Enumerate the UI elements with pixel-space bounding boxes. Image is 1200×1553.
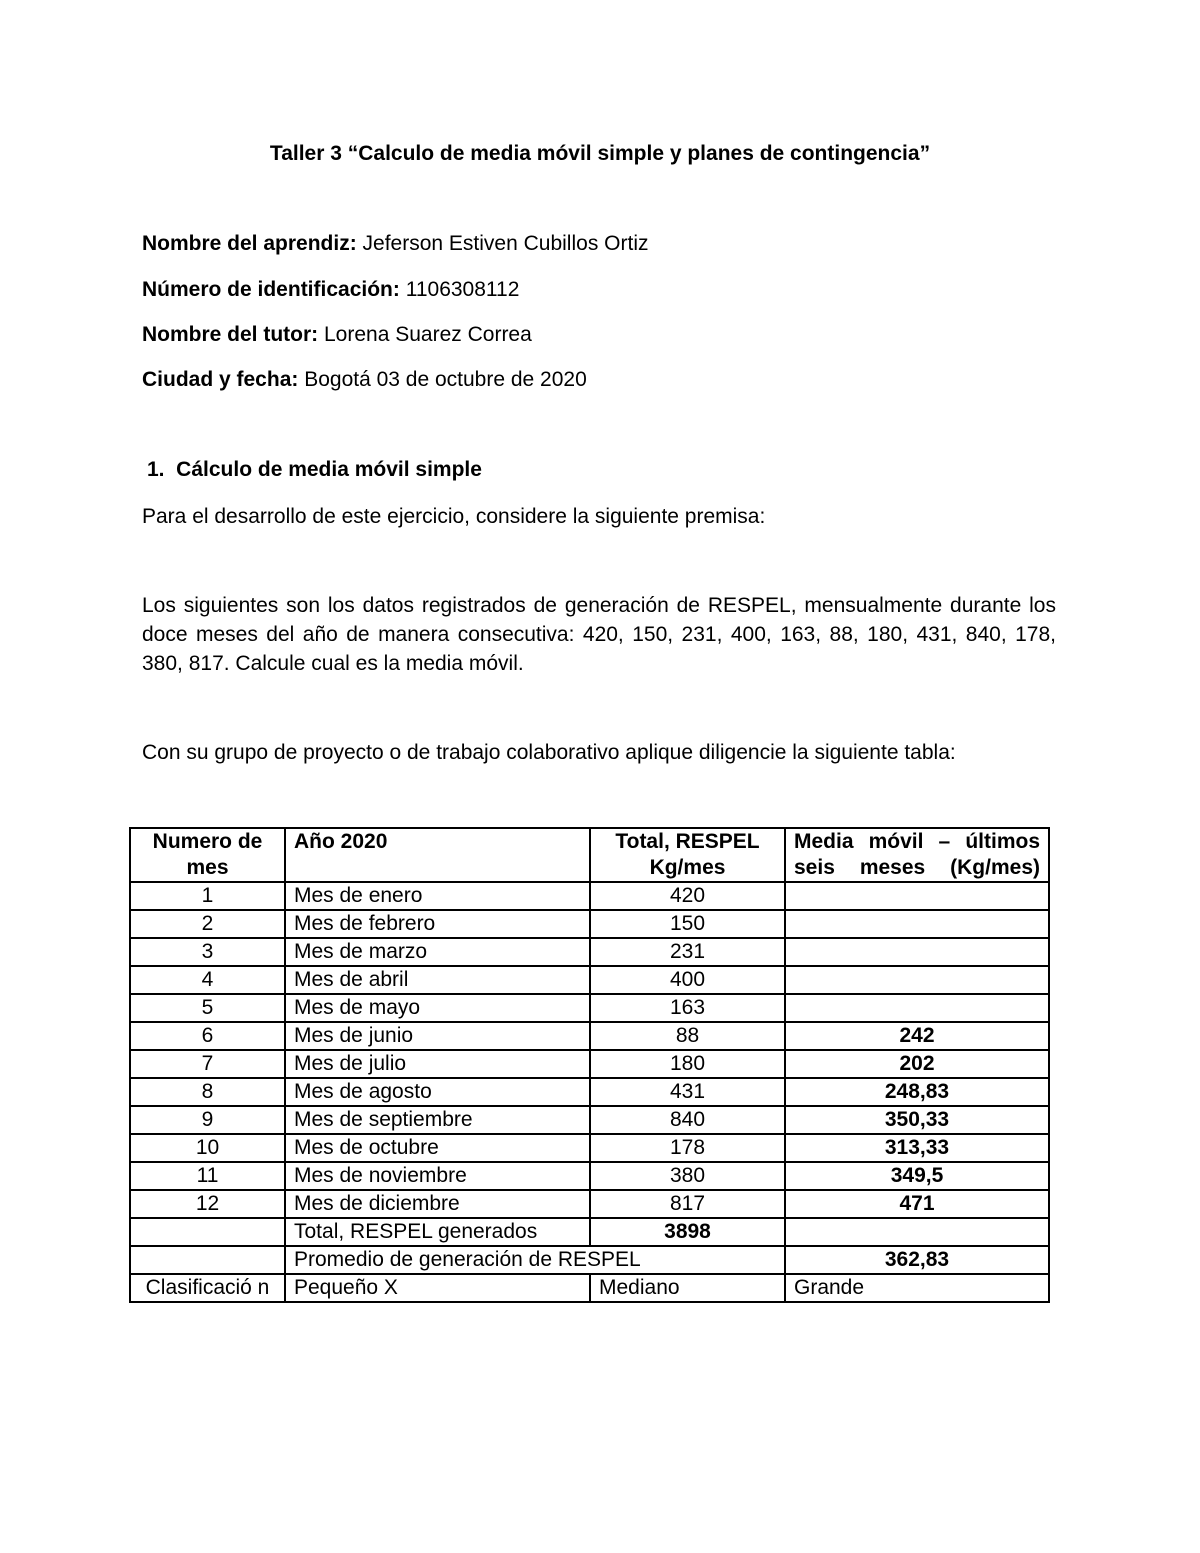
respel-table	[129, 827, 1050, 1303]
row-total: 380	[590, 1162, 785, 1190]
row-number: 2	[130, 910, 285, 938]
row-total: 88	[590, 1022, 785, 1050]
row-media-movil: 248,83	[785, 1078, 1049, 1106]
table-row	[130, 1190, 1049, 1218]
row-media-movil: 313,33	[785, 1134, 1049, 1162]
row-total: 420	[590, 882, 785, 910]
header-numero-mes: Numero de mes	[130, 828, 285, 882]
info-value: 1106308112	[399, 278, 520, 301]
info-value: Lorena Suarez Correa	[318, 323, 532, 346]
row-month: Mes de septiembre	[285, 1106, 590, 1134]
row-total: 431	[590, 1078, 785, 1106]
row-media-movil: 350,33	[785, 1106, 1049, 1134]
clasificacion-pequeno: Pequeño X	[285, 1274, 590, 1302]
section-heading: 1. Cálculo de media móvil simple	[147, 458, 482, 481]
table-header-row	[130, 828, 1049, 882]
row-total: 400	[590, 966, 785, 994]
row-month: Mes de mayo	[285, 994, 590, 1022]
row-number: 4	[130, 966, 285, 994]
row-number: 7	[130, 1050, 285, 1078]
info-identificacion	[142, 278, 519, 302]
row-total: 180	[590, 1050, 785, 1078]
table-row	[130, 938, 1049, 966]
row-number: 8	[130, 1078, 285, 1106]
table-row	[130, 882, 1049, 910]
row-media-movil: 202	[785, 1050, 1049, 1078]
promedio-row	[130, 1246, 1049, 1274]
info-ciudad-fecha	[142, 368, 587, 392]
row-media-movil: 471	[785, 1190, 1049, 1218]
row-month: Mes de noviembre	[285, 1162, 590, 1190]
info-value: Jeferson Estiven Cubillos Ortiz	[356, 232, 649, 255]
row-media-movil	[785, 910, 1049, 938]
row-number: 1	[130, 882, 285, 910]
row-month: Mes de diciembre	[285, 1190, 590, 1218]
row-month: Mes de abril	[285, 966, 590, 994]
row-total: 150	[590, 910, 785, 938]
empty-cell	[785, 1218, 1049, 1246]
row-month: Mes de julio	[285, 1050, 590, 1078]
paragraph-instruccion: Con su grupo de proyecto o de trabajo colaborativo aplique diligencie la siguiente tabla:	[142, 741, 956, 764]
row-total: 163	[590, 994, 785, 1022]
row-number: 9	[130, 1106, 285, 1134]
empty-cell	[130, 1218, 285, 1246]
clasificacion-row	[130, 1274, 1049, 1302]
row-media-movil	[785, 994, 1049, 1022]
row-number: 6	[130, 1022, 285, 1050]
promedio-label: Promedio de generación de RESPEL	[285, 1246, 785, 1274]
header-media-movil: Media móvil – últimos seis meses (Kg/mes)	[785, 828, 1049, 882]
row-month: Mes de marzo	[285, 938, 590, 966]
total-row	[130, 1218, 1049, 1246]
row-total: 231	[590, 938, 785, 966]
info-value: Bogotá 03 de octubre de 2020	[298, 368, 587, 391]
row-total: 817	[590, 1190, 785, 1218]
table-row	[130, 1078, 1049, 1106]
info-tutor	[142, 323, 532, 347]
info-label: Ciudad y fecha:	[142, 368, 299, 391]
clasificacion-label: Clasificació n	[130, 1274, 285, 1302]
row-month: Mes de agosto	[285, 1078, 590, 1106]
table-row	[130, 1106, 1049, 1134]
info-label: Número de identificación:	[142, 278, 400, 301]
row-number: 12	[130, 1190, 285, 1218]
table-row	[130, 1050, 1049, 1078]
header-anio: Año 2020	[285, 828, 590, 882]
table-row	[130, 966, 1049, 994]
table-row	[130, 994, 1049, 1022]
total-value: 3898	[590, 1218, 785, 1246]
row-media-movil	[785, 966, 1049, 994]
promedio-value: 362,83	[785, 1246, 1049, 1274]
total-label: Total, RESPEL generados	[285, 1218, 590, 1246]
table-row	[130, 910, 1049, 938]
row-number: 3	[130, 938, 285, 966]
info-label: Nombre del aprendiz:	[142, 232, 357, 255]
clasificacion-grande: Grande	[785, 1274, 1049, 1302]
clasificacion-mediano: Mediano	[590, 1274, 785, 1302]
table-row	[130, 1162, 1049, 1190]
row-media-movil: 242	[785, 1022, 1049, 1050]
row-month: Mes de octubre	[285, 1134, 590, 1162]
row-number: 11	[130, 1162, 285, 1190]
info-aprendiz	[142, 232, 648, 256]
header-total: Total, RESPEL Kg/mes	[590, 828, 785, 882]
document-title: Taller 3 “Calculo de media móvil simple y planes de contingencia”	[269, 142, 931, 165]
empty-cell	[130, 1246, 285, 1274]
row-total: 840	[590, 1106, 785, 1134]
row-media-movil	[785, 882, 1049, 910]
row-media-movil: 349,5	[785, 1162, 1049, 1190]
info-label: Nombre del tutor:	[142, 323, 319, 346]
row-total: 178	[590, 1134, 785, 1162]
paragraph-datos: Los siguientes son los datos registrados de generación de RESPEL, mensualmente durante los doce meses del año de manera consecutiva: 420, 150, 231, 400, 163, 88, 180, 431, 840, 178, 380, 817. Calcule cual es la media móvil.	[142, 594, 1056, 675]
row-media-movil	[785, 938, 1049, 966]
paragraph-premisa: Para el desarrollo de este ejercicio, considere la siguiente premisa:	[142, 505, 766, 528]
row-month: Mes de febrero	[285, 910, 590, 938]
row-month: Mes de enero	[285, 882, 590, 910]
row-number: 10	[130, 1134, 285, 1162]
table-row	[130, 1134, 1049, 1162]
table-row	[130, 1022, 1049, 1050]
row-number: 5	[130, 994, 285, 1022]
row-month: Mes de junio	[285, 1022, 590, 1050]
